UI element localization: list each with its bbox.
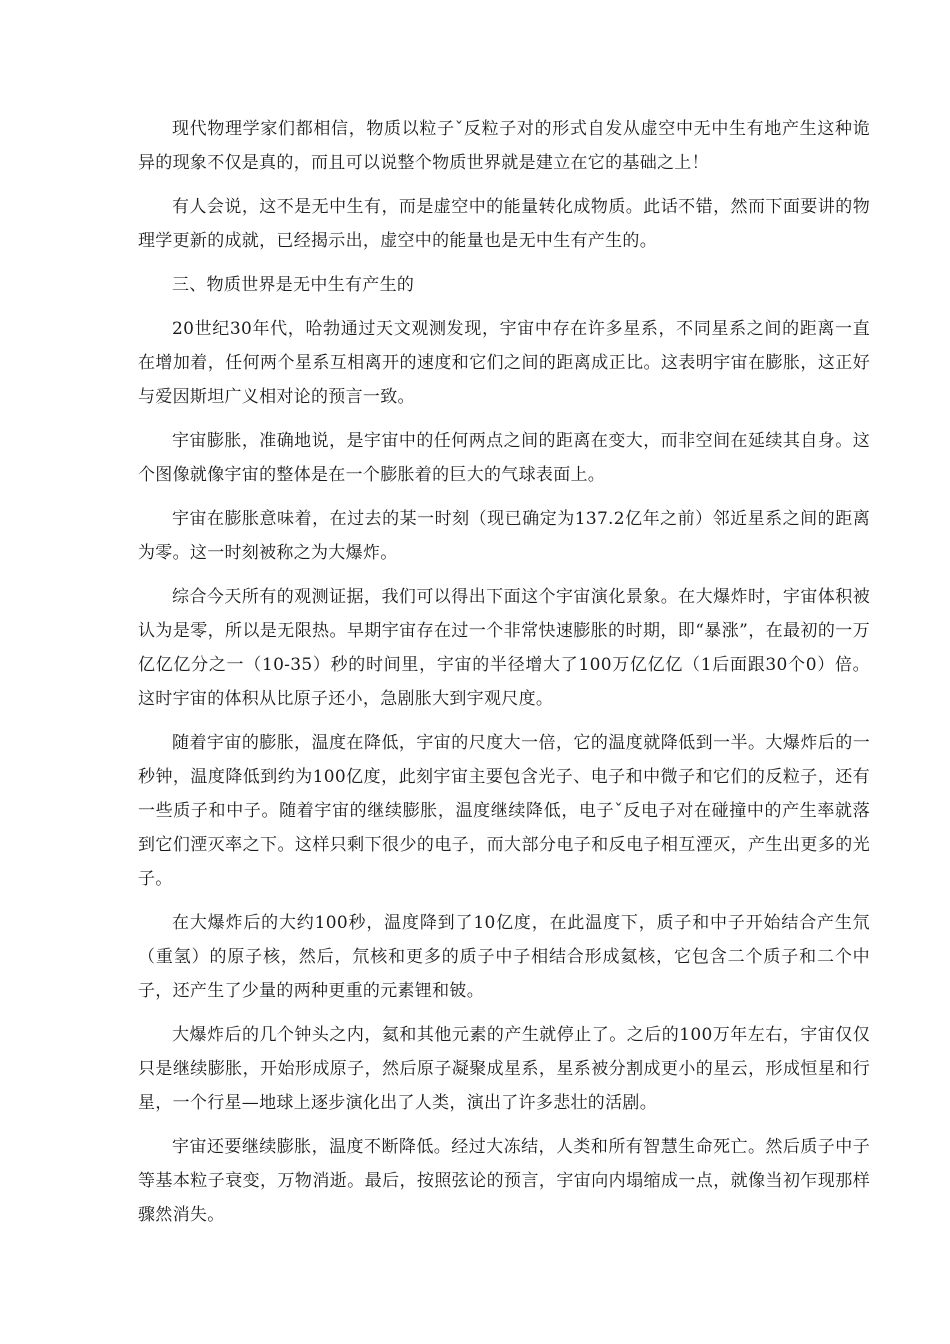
section-heading: 三、物质世界是无中生有产生的 (172, 275, 415, 295)
paragraph-2: 有人会说，这不是无中生有，而是虚空中的能量转化成物质。此话不错，然而下面要讲的物理学更新的成就，已经揭示出，虚空中的能量也是无中生有产生的。 (138, 197, 870, 251)
paragraph-6: 综合今天所有的观测证据，我们可以得出下面这个宇宙演化景象。在大爆炸时，宇宙体积被认为是零，所以是无限热。早期宇宙存在过一个非常快速膨胀的时期，即“暴涨”，在最初的一万亿亿亿分之一（10-35）秒的时间里，宇宙的半径增大了100万亿亿亿（1后面跟30个0）倍。这时宇宙的体积从比原子还小，急剧胀大到宇观尺度。 (138, 587, 870, 709)
paragraph-9: 大爆炸后的几个钟头之内，氦和其他元素的产生就停止了。之后的100万年左右，宇宙仅仅只是继续膨胀，开始形成原子，然后原子凝聚成星系，星系被分割成更小的星云，形成恒星和行星，一个行星—地球上逐步演化出了人类，演出了许多悲壮的活剧。 (138, 1025, 870, 1113)
paragraph-5: 宇宙在膨胀意味着，在过去的某一时刻（现已确定为137.2亿年之前）邻近星系之间的距离为零。这一时刻被称之为大爆炸。 (138, 509, 870, 563)
document-body (138, 112, 870, 1242)
paragraph-7: 随着宇宙的膨胀，温度在降低，宇宙的尺度大一倍，它的温度就降低到一半。大爆炸后的一秒钟，温度降低到约为100亿度，此刻宇宙主要包含光子、电子和中微子和它们的反粒子，还有一些质子和中子。随着宇宙的继续膨胀，温度继续降低，电子ˇ反电子对在碰撞中的产生率就落到它们湮灭率之下。这样只剩下很少的电子，而大部分电子和反电子相互湮灭，产生出更多的光子。 (138, 733, 870, 889)
paragraph-1: 现代物理学家们都相信，物质以粒子ˇ反粒子对的形式自发从虚空中无中生有地产生这种诡异的现象不仅是真的，而且可以说整个物质世界就是建立在它的基础之上！ (138, 119, 870, 173)
paragraph-8: 在大爆炸后的大约100秒，温度降到了10亿度，在此温度下，质子和中子开始结合产生氘（重氢）的原子核，然后，氘核和更多的质子中子相结合形成氦核，它包含二个质子和二个中子，还产生了少量的两种更重的元素锂和铍。 (138, 913, 870, 1001)
paragraph-4: 宇宙膨胀，准确地说，是宇宙中的任何两点之间的距离在变大，而非空间在延续其自身。这个图像就像宇宙的整体是在一个膨胀着的巨大的气球表面上。 (138, 431, 870, 485)
paragraph-10: 宇宙还要继续膨胀，温度不断降低。经过大冻结，人类和所有智慧生命死亡。然后质子中子等基本粒子衰变，万物消逝。最后，按照弦论的预言，宇宙向内塌缩成一点，就像当初乍现那样骤然消失。 (138, 1137, 870, 1225)
paragraph-3: 20世纪30年代，哈勃通过天文观测发现，宇宙中存在许多星系，不同星系之间的距离一直在增加着，任何两个星系互相离开的速度和它们之间的距离成正比。这表明宇宙在膨胀，这正好与爱因斯坦广义相对论的预言一致。 (138, 319, 870, 407)
